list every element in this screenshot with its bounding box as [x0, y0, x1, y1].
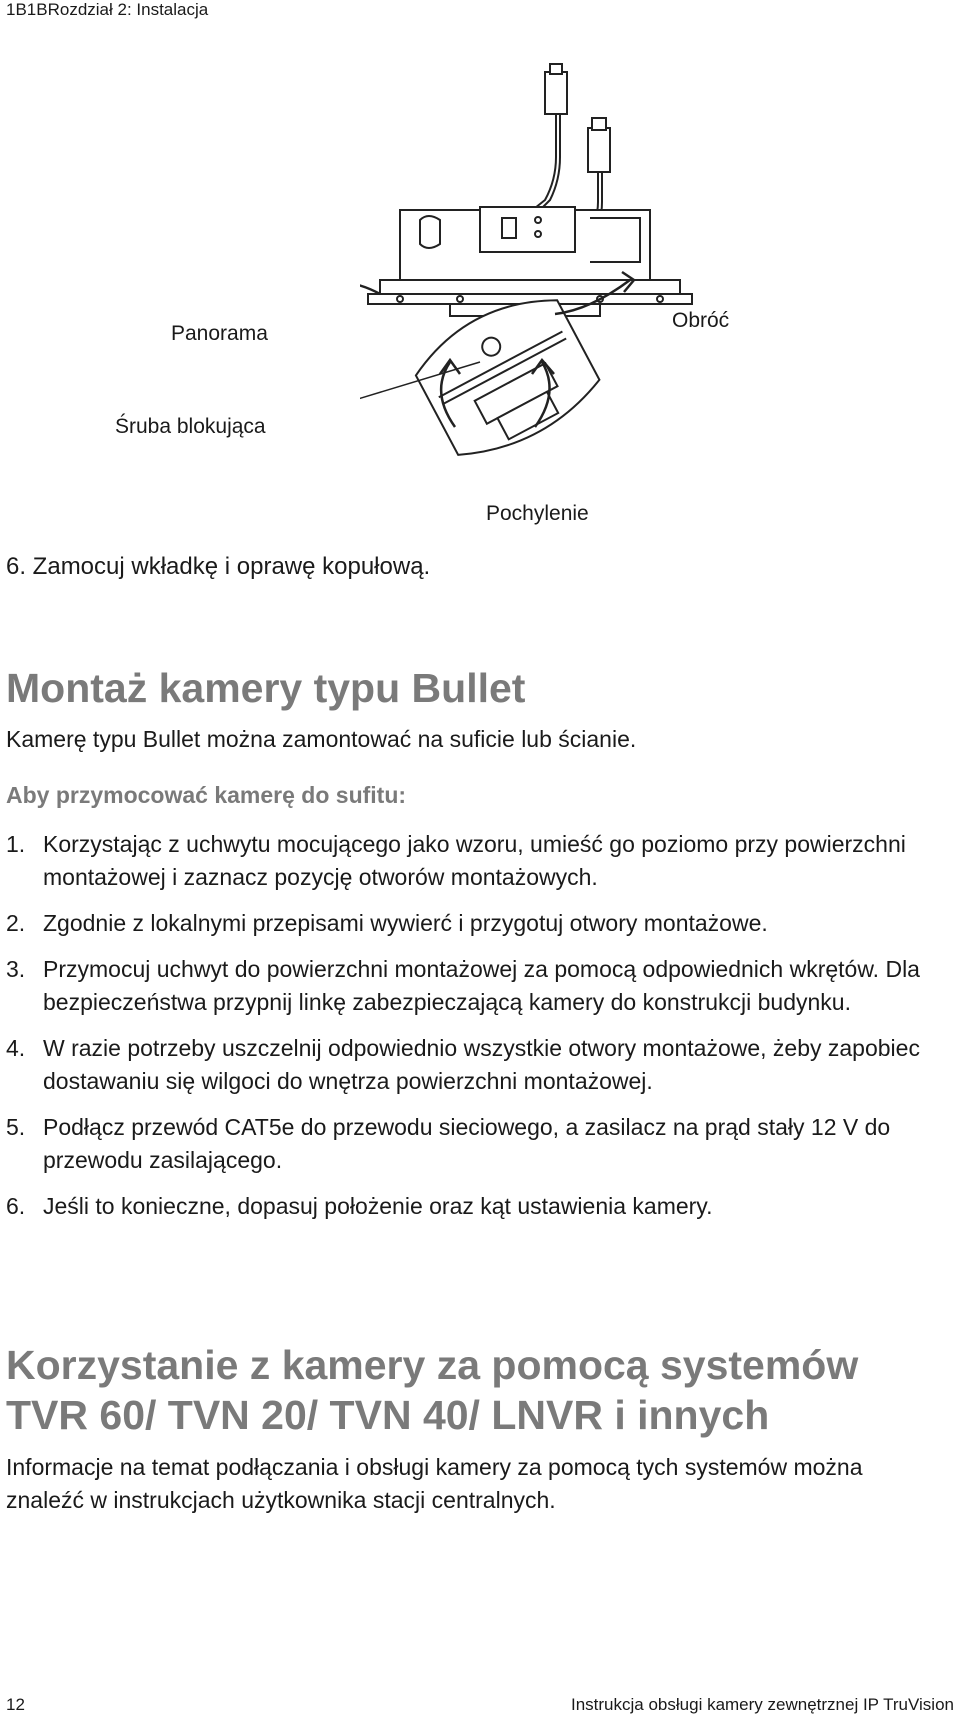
step-text: W razie potrzeby uszczelnij odpowiednio wszystkie otwory montażowe, żeby zapobiec dostawaniu się wilgoci do wnętrza powierzchni montażowej.: [43, 1035, 920, 1094]
step-number: 6.: [6, 1193, 26, 1219]
callout-tilt: Pochylenie: [486, 502, 589, 525]
dome-step-6: 6. Zamocuj wkładkę i oprawę kopułową.: [6, 553, 431, 580]
step-number: 3.: [6, 956, 26, 982]
list-item: [6, 828, 936, 894]
section-intro: Kamerę typu Bullet można zamontować na suficie lub ścianie.: [6, 726, 637, 752]
callout-panorama: Panorama: [171, 322, 268, 345]
mounting-base: [368, 207, 692, 304]
ceiling-mount-steps: [6, 828, 936, 1236]
subheading-ceiling: Aby przymocować kamerę do sufitu:: [6, 782, 407, 808]
section-systems-text: Informacje na temat podłączania i obsługi kamery za pomocą tych systemów można znaleźć w instrukcjach użytkownika stacji centralnych.: [6, 1454, 863, 1513]
page-number: 12: [6, 1695, 25, 1714]
list-item: [6, 1032, 936, 1098]
footer-doc-title: Instrukcja obsługi kamery zewnętrznej IP TruVision: [571, 1695, 954, 1714]
running-header: 1B1BRozdział 2: Instalacja: [6, 0, 209, 19]
step-number: 4.: [6, 1035, 26, 1061]
section-title-systems: Korzystanie z kamery za pomocą systemów TVR 60/ TVN 20/ TVN 40/ LNVR i innych: [6, 1342, 859, 1439]
callout-rotate: Obróć: [672, 309, 730, 332]
step-text: Przymocuj uchwyt do powierzchni montażowej za pomocą odpowiednich wkrętów. Dla bezpieczeństwa przypnij linkę zabezpieczającą kamery do konstrukcji budynku.: [43, 956, 920, 1015]
step-number: 1.: [6, 831, 26, 857]
list-item: [6, 1190, 936, 1223]
list-item: [6, 1111, 936, 1177]
step-text: Jeśli to konieczne, dopasuj położenie oraz kąt ustawienia kamery.: [43, 1193, 713, 1219]
section-title-bullet: Montaż kamery typu Bullet: [6, 665, 526, 711]
callout-lock-screw: Śruba blokująca: [115, 415, 266, 438]
step-text: Podłącz przewód CAT5e do przewodu sieciowego, a zasilacz na prąd stały 12 V do przewodu zasilającego.: [43, 1114, 891, 1173]
step-number: 2.: [6, 910, 26, 936]
step-text: Zgodnie z lokalnymi przepisami wywierć i przygotuj otwory montażowe.: [43, 910, 768, 936]
dome-camera-illustration: [360, 62, 700, 482]
step-number: 5.: [6, 1114, 26, 1140]
step-text: Korzystając z uchwytu mocującego jako wzoru, umieść go poziomo przy powierzchni montażowej i zaznacz pozycję otworów montażowych.: [43, 831, 906, 890]
list-item: [6, 907, 936, 940]
list-item: [6, 953, 936, 1019]
